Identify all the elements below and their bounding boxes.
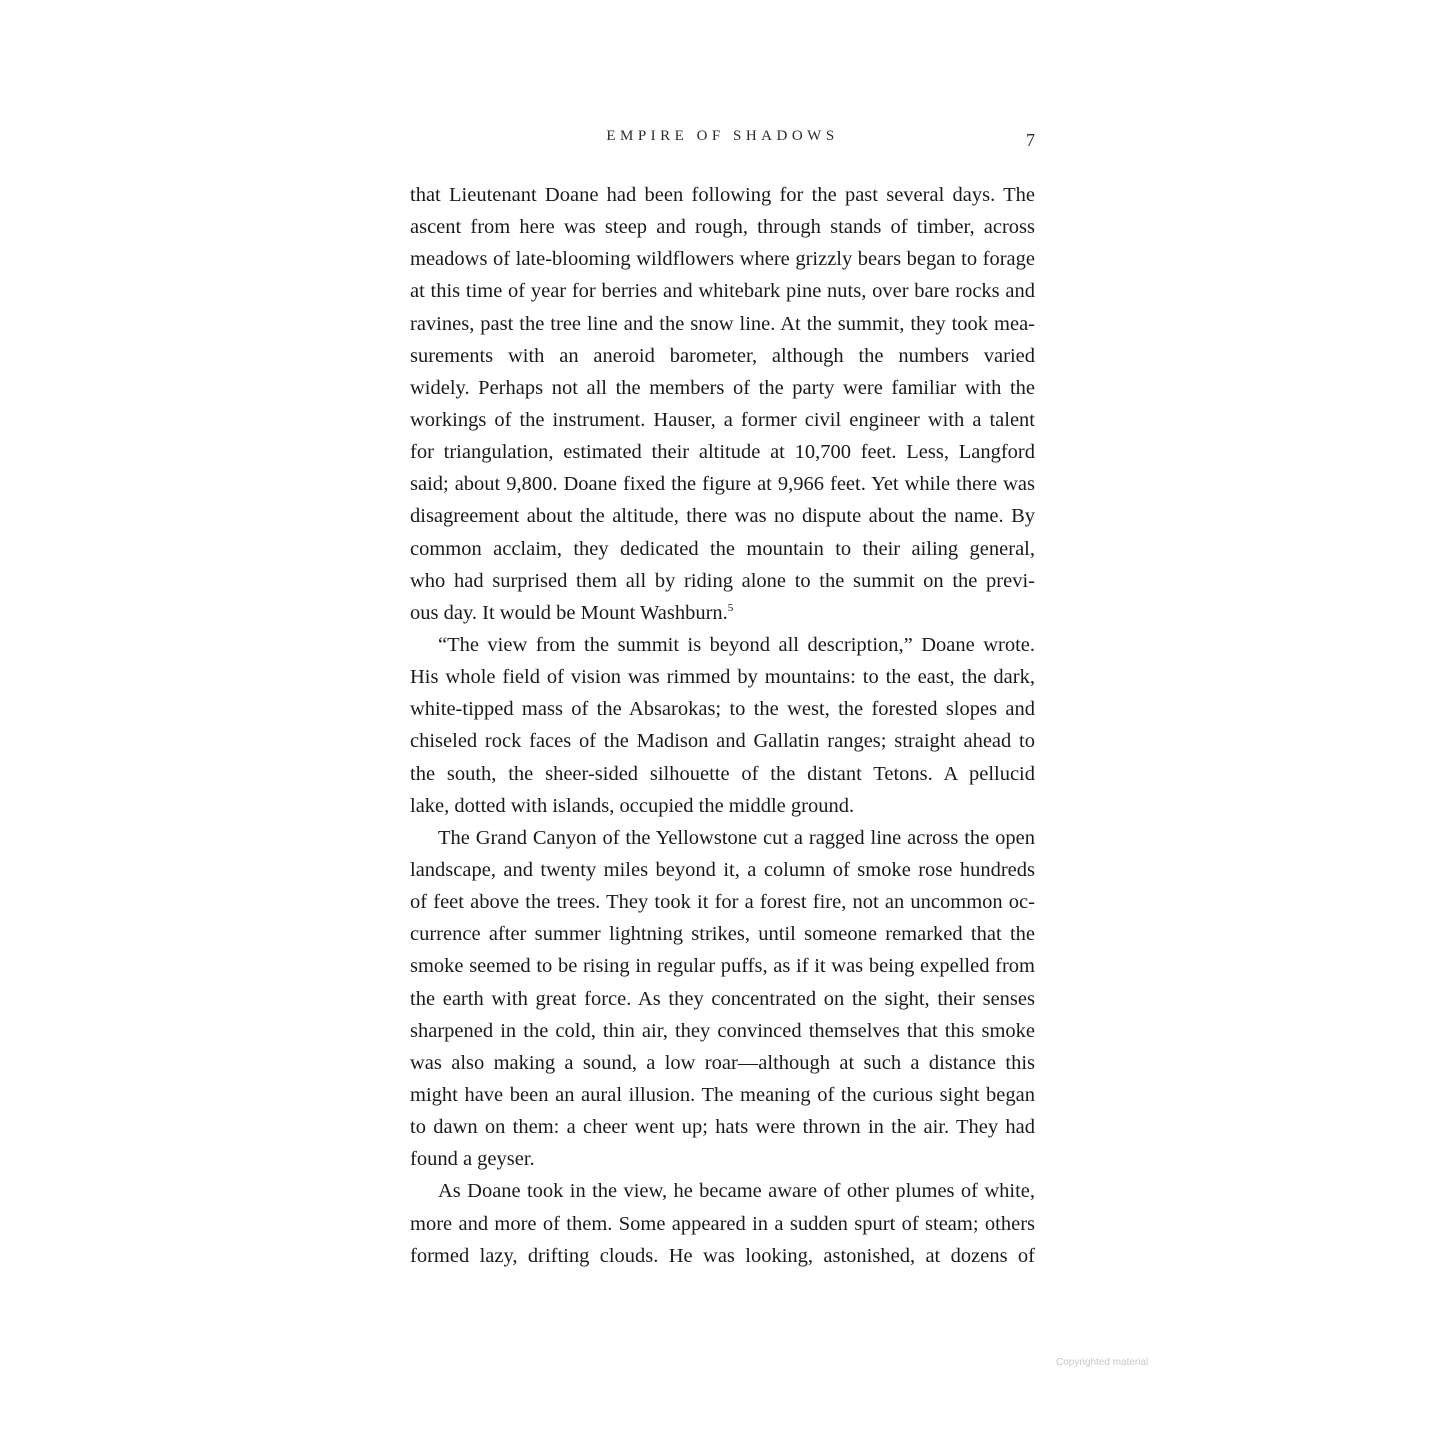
text-line: surements with an aneroid barometer, although the numbers varied (410, 344, 1035, 367)
text-line: at this time of year for berries and whitebark pine nuts, over bare rocks and (410, 280, 1035, 303)
text-line: ravines, past the tree line and the snow line. At the summit, they took mea- (410, 312, 1035, 335)
text-line: white-tipped mass of the Absarokas; to the west, the forested slopes and (410, 698, 1035, 721)
text-line: who had surprised them all by riding alone to the summit on the previ- (410, 569, 1035, 592)
body-text (410, 179, 1035, 1272)
text-line: disagreement about the altitude, there was no dispute about the name. By (410, 505, 1035, 528)
text-line: was also making a sound, a low roar—although at such a distance this (410, 1051, 1035, 1074)
text-line (410, 597, 1035, 629)
text-line: landscape, and twenty miles beyond it, a column of smoke rose hundreds (410, 858, 1035, 881)
text-line: to dawn on them: a cheer went up; hats were thrown in the air. They had (410, 1116, 1035, 1139)
text-line: workings of the instrument. Hauser, a former civil engineer with a talent (410, 408, 1035, 431)
text-line: As Doane took in the view, he became aware of other plumes of white, (438, 1180, 1035, 1203)
text-line: said; about 9,800. Doane fixed the figure at 9,966 feet. Yet while there was (410, 473, 1035, 496)
text-line: smoke seemed to be rising in regular puffs, as if it was being expelled from (410, 955, 1035, 978)
text-line: for triangulation, estimated their altitude at 10,700 feet. Less, Langford (410, 441, 1035, 464)
text-line: formed lazy, drifting clouds. He was looking, astonished, at dozens of (410, 1244, 1035, 1267)
text-line: meadows of late-blooming wildflowers where grizzly bears began to forage (410, 248, 1035, 271)
text-line: might have been an aural illusion. The meaning of the curious sight began (410, 1083, 1035, 1106)
text-line: the earth with great force. As they concentrated on the sight, their senses (410, 987, 1035, 1010)
text-line: chiseled rock faces of the Madison and Gallatin ranges; straight ahead to (410, 730, 1035, 753)
text-line: more and more of them. Some appeared in a sudden spurt of steam; others (410, 1212, 1035, 1235)
footnote-marker: 5 (727, 601, 734, 614)
text-line: found a geyser. (410, 1148, 535, 1171)
text-line: The Grand Canyon of the Yellowstone cut a ragged line across the open (438, 826, 1035, 849)
text-line: widely. Perhaps not all the members of the party were familiar with the (410, 376, 1035, 399)
text-line: common acclaim, they dedicated the mountain to their ailing general, (410, 537, 1035, 560)
text-line: sharpened in the cold, thin air, they convinced themselves that this smoke (410, 1019, 1035, 1042)
page-number: 7 (1026, 130, 1035, 150)
text-line: the south, the sheer-sided silhouette of the distant Tetons. A pellucid (410, 762, 1035, 785)
text-line: currence after summer lightning strikes, until someone remarked that the (410, 923, 1035, 946)
copyright-notice: Copyrighted material (1056, 1357, 1149, 1368)
text-line-content: ous day. It would be Mount Washburn. (410, 601, 728, 624)
text-line: lake, dotted with islands, occupied the middle ground. (410, 794, 855, 817)
text-line: “The view from the summit is beyond all description,” Doane wrote. (438, 633, 1035, 656)
text-line: ascent from here was steep and rough, through stands of timber, across (410, 216, 1035, 239)
running-title: EMPIRE OF SHADOWS (606, 128, 839, 144)
text-line: His whole field of vision was rimmed by mountains: to the east, the dark, (410, 666, 1035, 689)
text-line: that Lieutenant Doane had been following for the past several days. The (410, 184, 1035, 206)
text-line: of feet above the trees. They took it for a forest fire, not an uncommon oc- (410, 891, 1035, 914)
running-head (410, 128, 1035, 154)
